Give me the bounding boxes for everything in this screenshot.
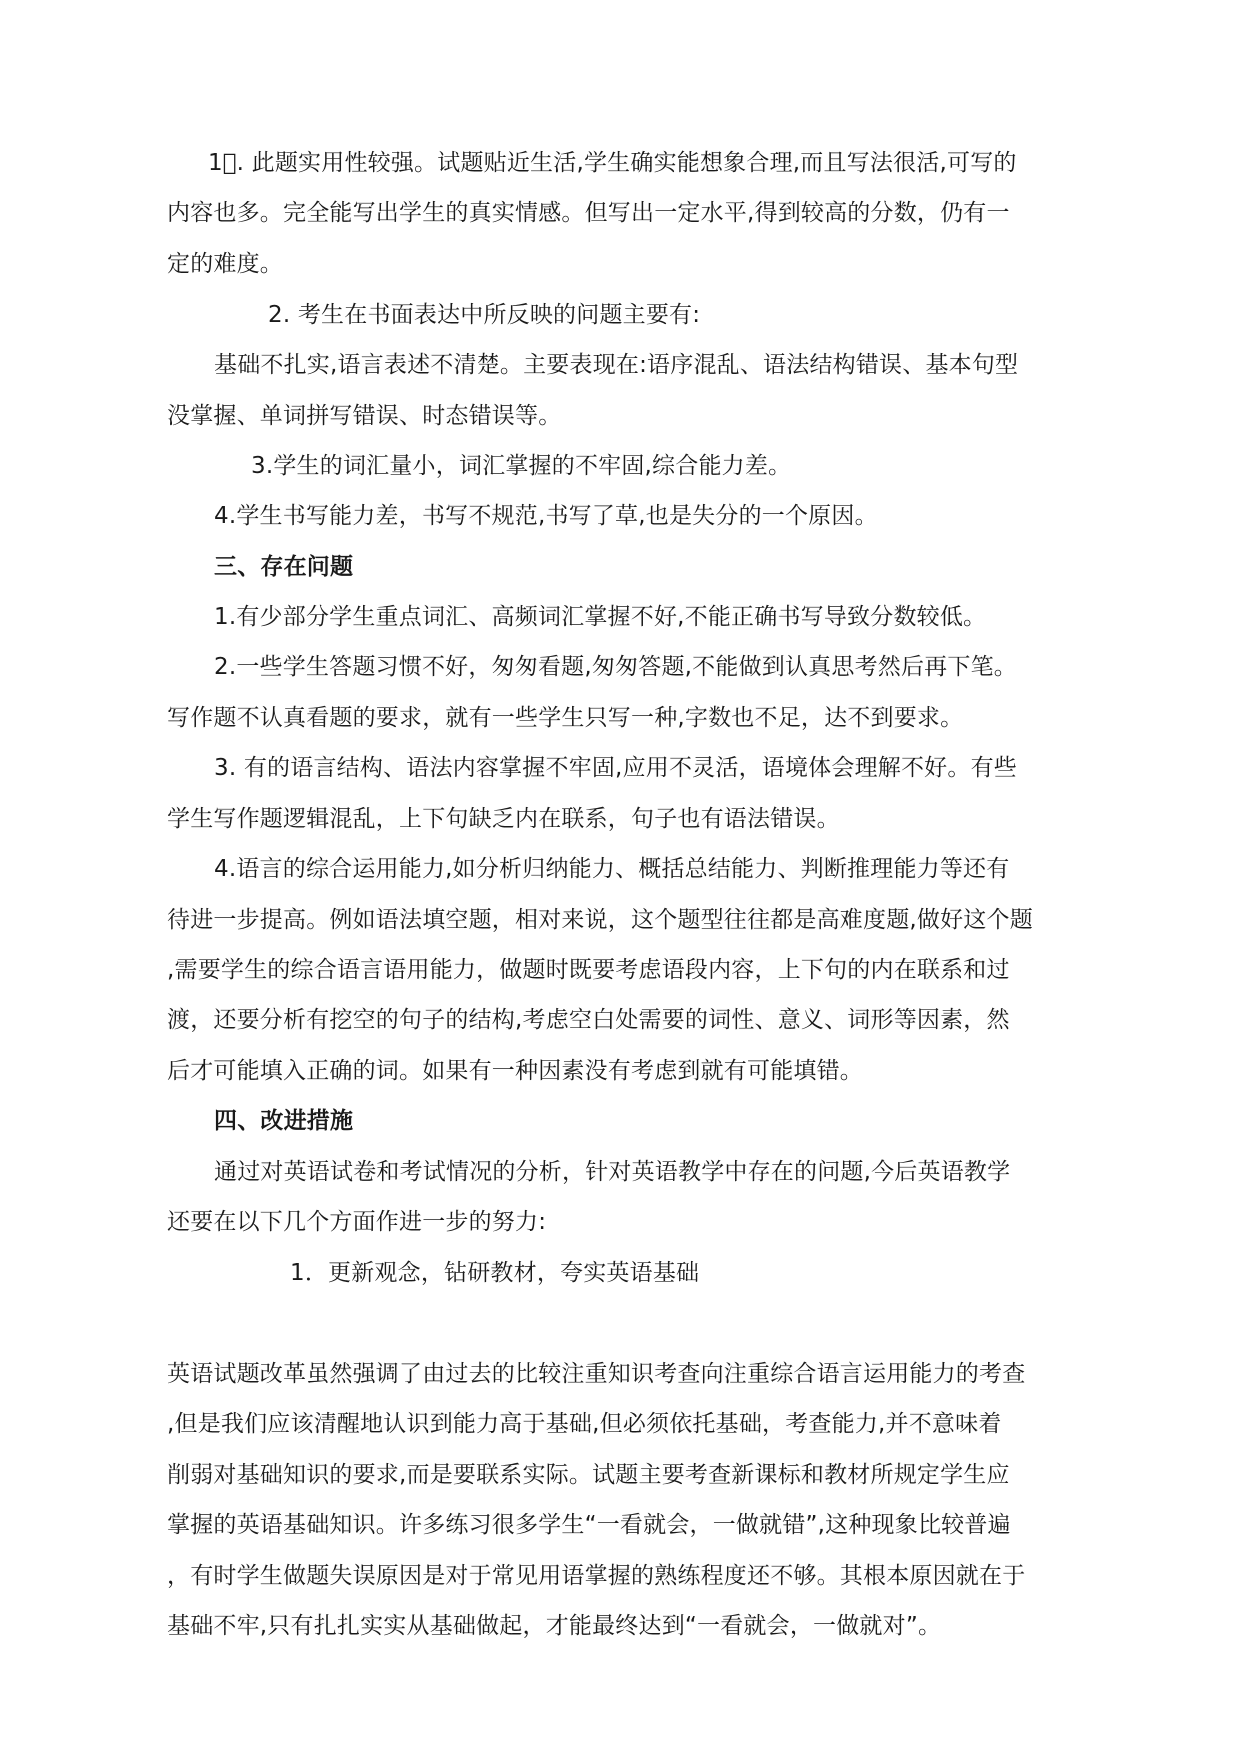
paragraph-line: 通过对英语试卷和考试情况的分析，针对英语教学中存在的问题,今后英语教学 bbox=[214, 1159, 1011, 1185]
paragraph-line: 还要在以下几个方面作进一步的努力: bbox=[167, 1209, 547, 1235]
paragraph-line: 基础不扎实,语言表述不清楚。主要表现在:语序混乱、语法结构错误、基本句型 bbox=[214, 352, 1019, 378]
paragraph-line: 没掌握、单词拼写错误、时态错误等。 bbox=[167, 403, 562, 429]
paragraph-line: 写作题不认真看题的要求，就有一些学生只写一种,字数也不足，达不到要求。 bbox=[167, 705, 964, 731]
paragraph-line: 4.学生书写能力差，书写不规范,书写了草,也是失分的一个原因。 bbox=[214, 503, 878, 529]
paragraph-line: 4.语言的综合运用能力,如分析归纳能力、概括总结能力、判断推理能力等还有 bbox=[214, 856, 1010, 882]
paragraph-line: 基础不牢,只有扎扎实实从基础做起，才能最终达到“一看就会，一做就对”。 bbox=[167, 1613, 942, 1639]
paragraph-line: ，有时学生做题失误原因是对于常见用语掌握的熟练程度还不够。其根本原因就在于 bbox=[167, 1563, 1026, 1589]
paragraph-line: 掌握的英语基础知识。许多练习很多学生“一看就会，一做就错”,这种现象比较普遍 bbox=[167, 1512, 1011, 1538]
paragraph-line: ,但是我们应该清醒地认识到能力高于基础,但必须依托基础，考查能力,并不意味着 bbox=[167, 1411, 1002, 1437]
paragraph-line: 1.有少部分学生重点词汇、高频词汇掌握不好,不能正确书写导致分数较低。 bbox=[214, 604, 987, 630]
paragraph-line: 待进一步提高。例如语法填空题，相对来说，这个题型往往都是高难度题,做好这个题 bbox=[167, 907, 1033, 933]
paragraph-line: 2. 考生在书面表达中所反映的问题主要有: bbox=[268, 302, 701, 328]
paragraph-line: 1⃪. 此题实用性较强。试题贴近生活,学生确实能想象合理,而且写法很活,可写的 bbox=[208, 150, 1017, 176]
paragraph-line: 后才可能填入正确的词。如果有一种因素没有考虑到就有可能填错。 bbox=[167, 1058, 863, 1084]
paragraph-line: 内容也多。完全能写出学生的真实情感。但写出一定水平,得到较高的分数，仍有一 bbox=[167, 200, 1010, 226]
section-heading: 三、存在问题 bbox=[214, 554, 354, 580]
paragraph-line: 英语试题改革虽然强调了由过去的比较注重知识考查向注重综合语言运用能力的考查 bbox=[167, 1361, 1026, 1387]
paragraph-line: 定的难度。 bbox=[167, 251, 283, 277]
list-item-heading: 1．更新观念，钻研教材，夸实英语基础 bbox=[290, 1260, 700, 1286]
section-heading: 四、改进措施 bbox=[214, 1108, 354, 1134]
paragraph-line: 2.一些学生答题习惯不好，匆匆看题,匆匆答题,不能做到认真思考然后再下笔。 bbox=[214, 654, 1017, 680]
paragraph-line: ,需要学生的综合语言语用能力，做题时既要考虑语段内容，上下句的内在联系和过 bbox=[167, 957, 1010, 983]
paragraph-line: 3. 有的语言结构、语法内容掌握不牢固,应用不灵活，语境体会理解不好。有些 bbox=[214, 755, 1017, 781]
paragraph-line: 渡，还要分析有挖空的句子的结构,考虑空白处需要的词性、意义、词形等因素，然 bbox=[167, 1007, 1010, 1033]
paragraph-line: 3.学生的词汇量小，词汇掌握的不牢固,综合能力差。 bbox=[251, 453, 792, 479]
paragraph-line: 学生写作题逻辑混乱，上下句缺乏内在联系，句子也有语法错误。 bbox=[167, 806, 840, 832]
paragraph-line: 削弱对基础知识的要求,而是要联系实际。试题主要考查新课标和教材所规定学生应 bbox=[167, 1462, 1010, 1488]
